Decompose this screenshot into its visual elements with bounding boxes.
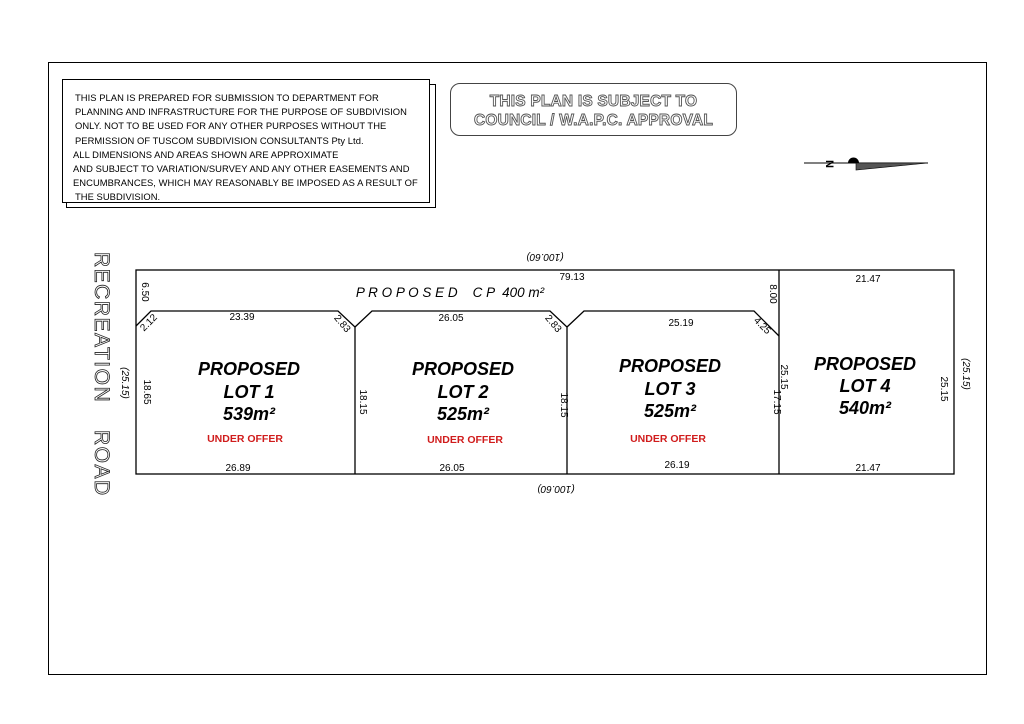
- dim-lot4-bottom: 21.47: [855, 463, 881, 474]
- note-line: AND SUBJECT TO VARIATION/SURVEY AND ANY OTHER EASEMENTS AND: [73, 163, 410, 175]
- dim-lot3-bottom: 26.19: [664, 460, 690, 471]
- road-type: ROAD: [90, 430, 113, 497]
- dim-lot2-top: 26.05: [438, 313, 464, 324]
- lot-4-area: 540m²: [838, 398, 892, 418]
- note-line: PERMISSION OF TUSCOM SUBDIVISION CONSULTANTS Pty Ltd.: [75, 134, 364, 146]
- road-name: RECREATION: [90, 252, 113, 404]
- dim-lot4-west: 25.15: [778, 364, 789, 390]
- north-arrow-icon: [804, 158, 928, 171]
- note-line: THIS PLAN IS PREPARED FOR SUBMISSION TO DEPARTMENT FOR: [75, 92, 379, 103]
- lot-3-area: 525m²: [643, 401, 697, 421]
- north-label: N: [823, 160, 835, 168]
- lot-4-number: LOT 4: [839, 376, 891, 396]
- dim-cp-east: 8.00: [767, 284, 778, 304]
- dim-lot1-top: 23.39: [229, 312, 255, 323]
- lot-4-label: [814, 354, 916, 418]
- lot-3-number: LOT 3: [644, 379, 696, 399]
- lot-2-heading: PROPOSED: [411, 359, 515, 379]
- lot-1-area: 539m²: [222, 404, 276, 424]
- dim-lot2-east: 18.15: [558, 392, 569, 418]
- dim-left-total: (25.15): [119, 367, 130, 399]
- approval-line-1: THIS PLAN IS SUBJECT TO: [489, 93, 698, 110]
- note-line: PLANNING AND INFRASTRUCTURE FOR THE PURPOSE OF SUBDIVISION: [75, 106, 407, 118]
- dim-lot3-corner-ne: 4.25: [751, 315, 773, 337]
- lot-1-label: [198, 359, 300, 445]
- lot-3-status: UNDER OFFER: [630, 433, 706, 445]
- dim-right-total: (25.15): [960, 358, 971, 390]
- recreation-road: [90, 252, 113, 497]
- dim-lot1-corner-ne: 2.83: [331, 312, 353, 335]
- note-line: THE SUBDIVISION.: [75, 191, 161, 203]
- dim-lot3-east: 17.15: [771, 389, 782, 415]
- dim-top-total: (100.60): [526, 251, 564, 262]
- dim-lot4-east: 25.15: [938, 376, 949, 402]
- dim-lot1-west: 18.65: [141, 379, 152, 405]
- note-line: ENCUMBRANCES, WHICH MAY REASONABLY BE IMPOSED AS A RESULT OF: [73, 177, 418, 189]
- common-property-label: P R O P O S E D C P 400 m²: [355, 285, 545, 300]
- lot-2-number: LOT 2: [437, 382, 489, 402]
- dim-cp-west: 6.50: [139, 282, 150, 302]
- dim-lot1-east: 18.15: [357, 389, 368, 415]
- approval-line-2: COUNCIL / W.A.P.C. APPROVAL: [473, 112, 714, 129]
- note-line: ONLY. NOT TO BE USED FOR ANY OTHER PURPOSES WITHOUT THE: [75, 120, 387, 132]
- lot-1-heading: PROPOSED: [197, 359, 301, 379]
- lot-3-heading: PROPOSED: [618, 356, 722, 376]
- lot-2-label: [412, 359, 514, 446]
- lot-4-heading: PROPOSED: [813, 354, 917, 374]
- lot-2-area: 525m²: [436, 404, 490, 424]
- dim-lot2-bottom: 26.05: [439, 463, 465, 474]
- lot-2-status: UNDER OFFER: [427, 434, 503, 446]
- note-line: ALL DIMENSIONS AND AREAS SHOWN ARE APPROXIMATE: [73, 148, 339, 160]
- dim-cp-length: 79.13: [559, 272, 585, 283]
- dim-lot4-top: 21.47: [855, 274, 881, 285]
- dim-lot1-corner-nw: 2.12: [138, 312, 160, 334]
- lot-1-number: LOT 1: [223, 382, 275, 402]
- dim-lot1-bottom: 26.89: [225, 463, 251, 474]
- dim-lot3-top: 25.19: [668, 318, 694, 329]
- dim-lot2-corner-ne: 2.83: [542, 312, 564, 335]
- lot-1-status: UNDER OFFER: [207, 433, 283, 445]
- lot-3-label: [619, 356, 721, 445]
- dim-bottom-total: (100.60): [537, 483, 575, 494]
